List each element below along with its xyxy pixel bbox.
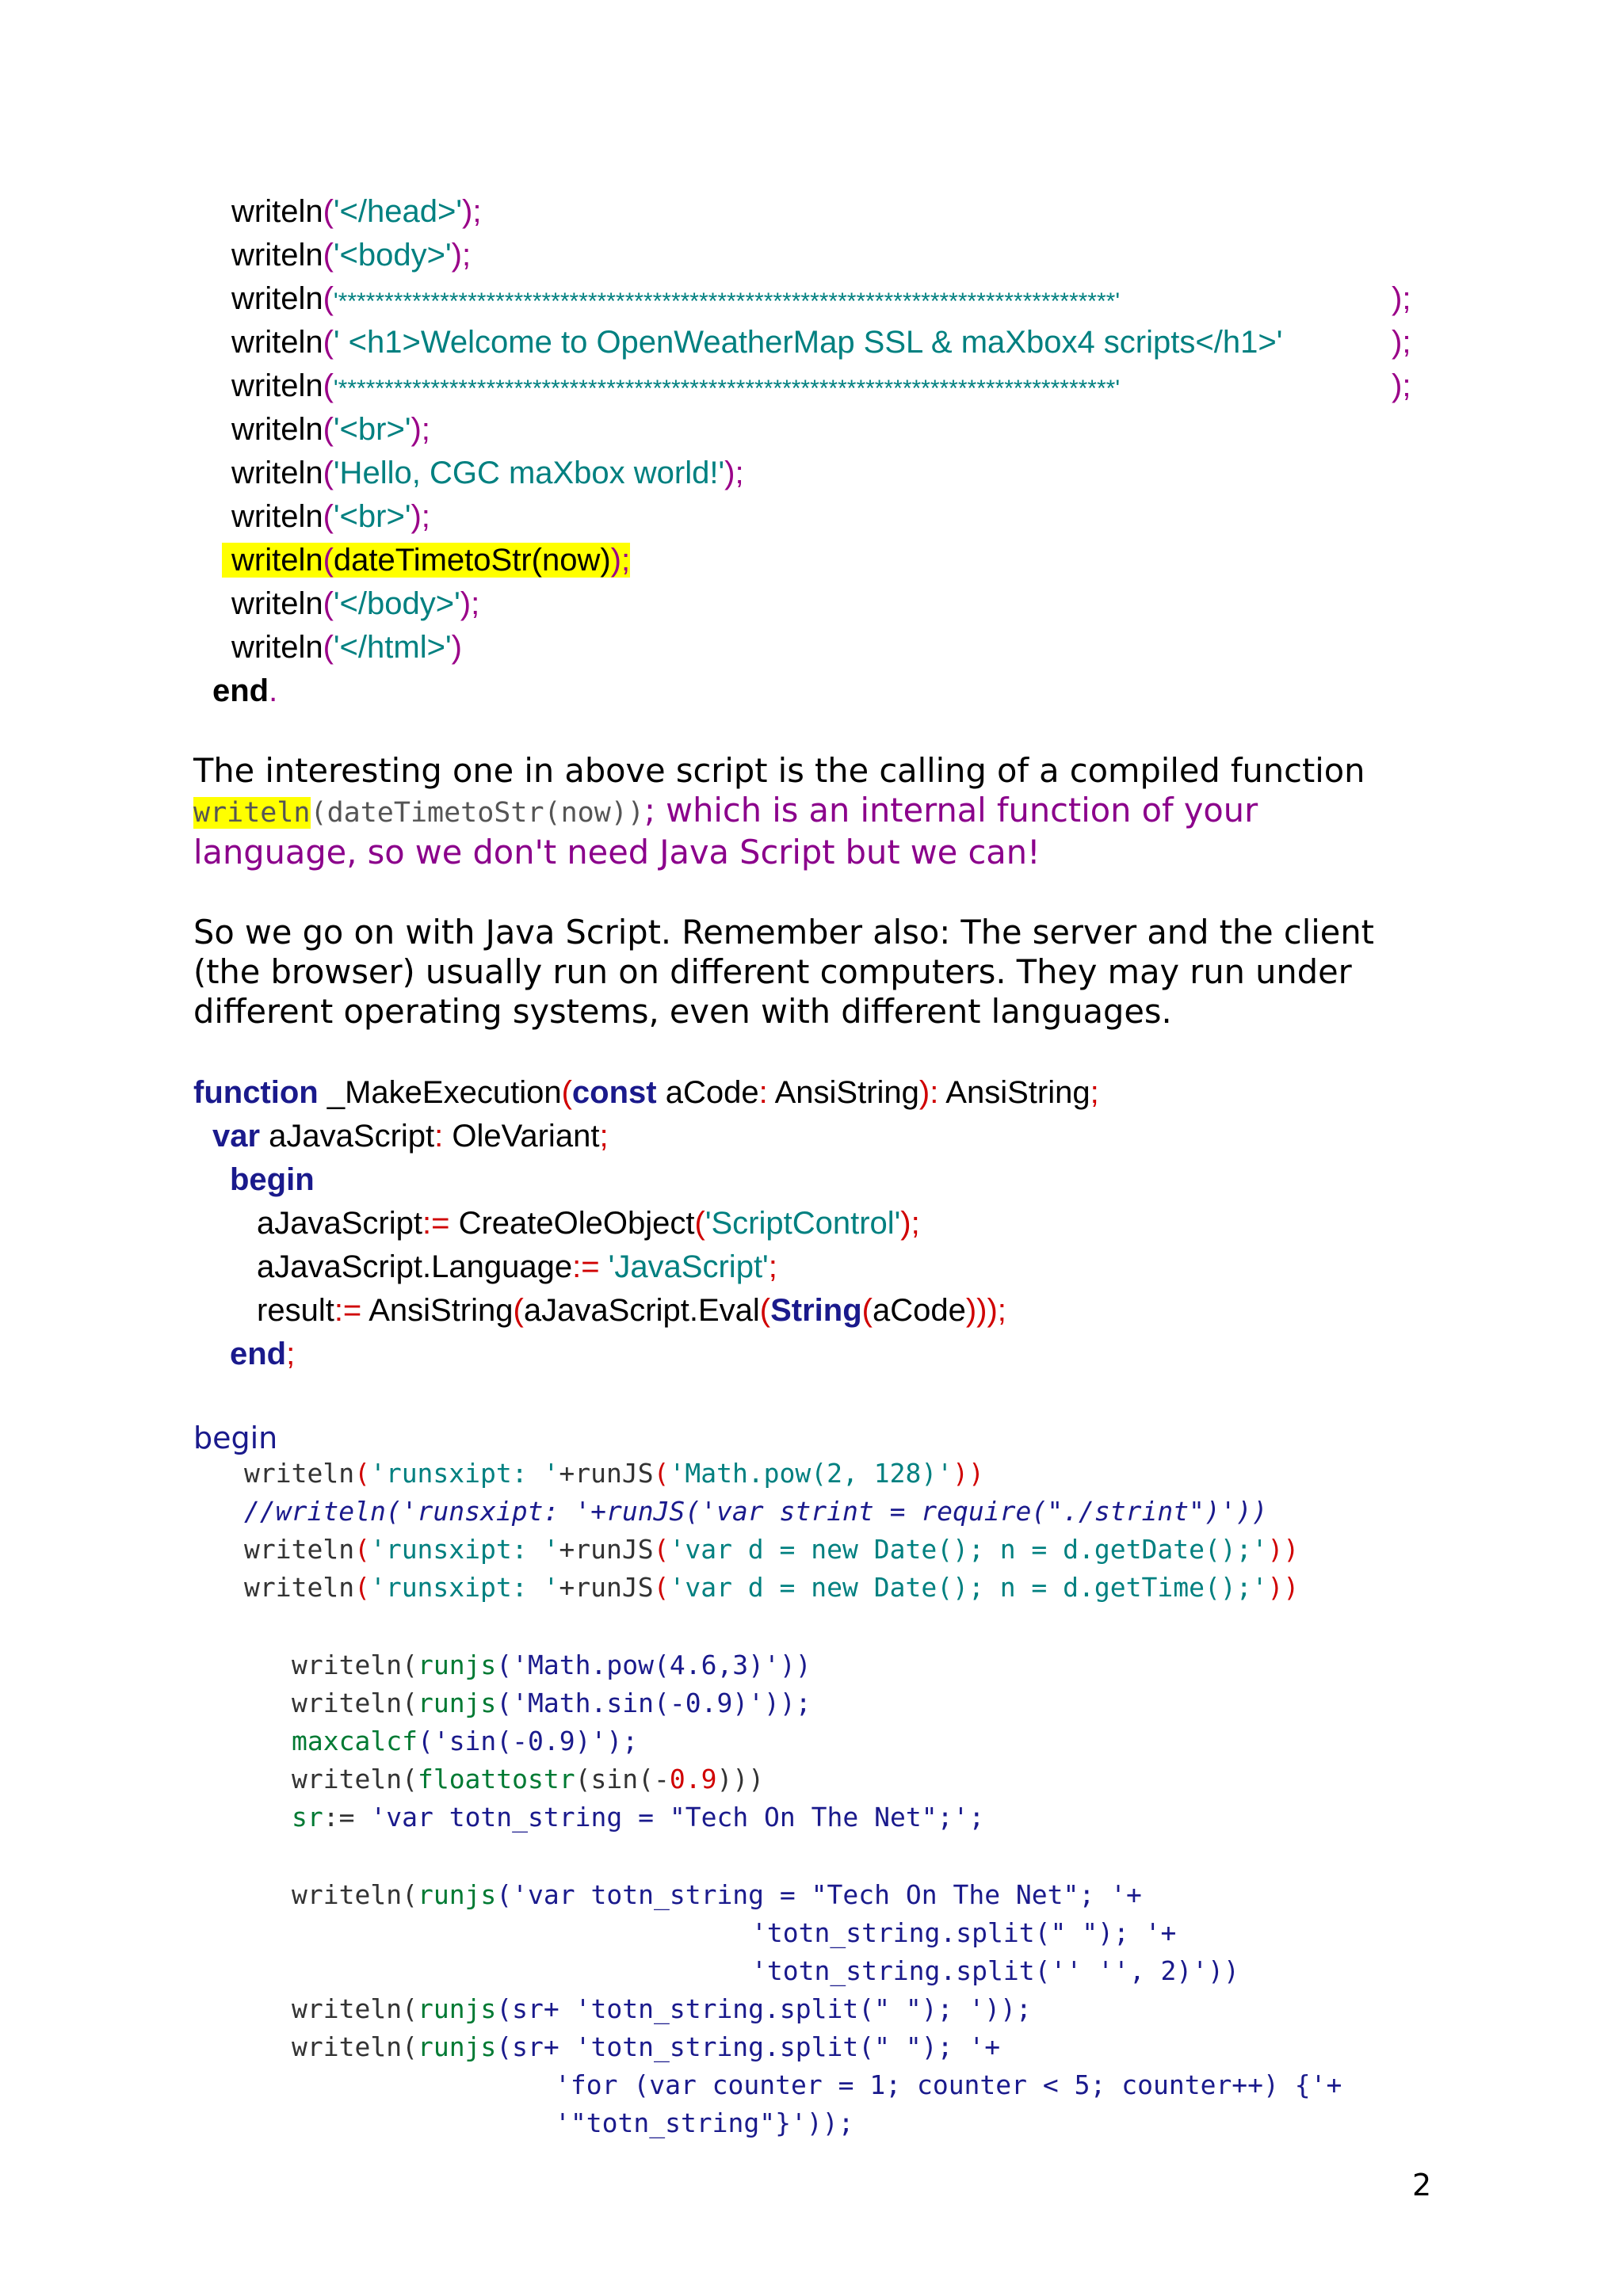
code-line-highlighted: writeln(dateTimetoStr(now)); <box>222 539 630 582</box>
code-line: writeln('</html>') <box>231 630 462 665</box>
page-number: 2 <box>1412 2168 1432 2203</box>
code-line: result:= AnsiString(aJavaScript.Eval(String(aCode))); <box>257 1293 1006 1328</box>
code-line-close: ); <box>1392 325 1411 360</box>
code-line: writeln(runjs(sr+ 'totn_string.split(" "); ')); <box>292 1993 1032 2024</box>
code-line-end: end. <box>212 673 278 708</box>
code-line: writeln(floattostr(sin(-0.9))) <box>292 1764 765 1794</box>
code-line: writeln('</body>'); <box>231 586 480 621</box>
code-line: writeln('Hello, CGC maXbox world!'); <box>231 456 744 490</box>
code-line: writeln(runjs('Math.pow(4.6,3)')) <box>292 1650 812 1680</box>
code-line: sr:= 'var totn_string = "Tech On The Net";'; <box>292 1802 985 1833</box>
code-line: 'for (var counter = 1; counter < 5; counter++) {'+ <box>555 2069 1342 2100</box>
code-line: writeln('<br>'); <box>231 412 430 447</box>
code-line: writeln('runsxipt: '+runJS('var d = new Date(); n = d.getTime();')) <box>244 1572 1300 1603</box>
code-line: writeln('************************************************************************************' <box>231 281 1121 316</box>
paragraph-javascript: So we go on with Java Script. Remember also: The server and the client (the browser) usually run on different computers. They may run under different operating systems, even with different languages. <box>193 913 1374 1031</box>
code-line-begin: begin <box>193 1421 278 1455</box>
code-line: function _MakeExecution(const aCode: AnsiString): AnsiString; <box>193 1075 1099 1110</box>
code-line-close: ); <box>1392 368 1411 403</box>
code-line-comment: //writeln('runsxipt: '+runJS('var strint = require("./strint")')) <box>244 1496 1268 1527</box>
code-line: writeln('<br>'); <box>231 499 430 534</box>
code-line: aJavaScript.Language:= 'JavaScript'; <box>257 1249 777 1284</box>
code-line: begin <box>230 1162 315 1197</box>
code-line: writeln(runjs(sr+ 'totn_string.split(" "); '+ <box>292 2031 1001 2062</box>
code-line: end; <box>230 1337 296 1371</box>
code-line: 'totn_string.split('' '', 2)')) <box>751 1955 1239 1986</box>
code-line: 'totn_string.split(" "); '+ <box>751 1917 1177 1948</box>
code-line-close: ); <box>1392 281 1411 316</box>
code-line: var aJavaScript: OleVariant; <box>212 1119 609 1154</box>
code-line: aJavaScript:= CreateOleObject('ScriptControl'); <box>257 1206 920 1241</box>
code-line: maxcalcf('sin(-0.9)'); <box>292 1726 639 1756</box>
code-line: writeln('<body>'); <box>231 238 472 273</box>
code-line: writeln(runjs('var totn_string = "Tech On The Net"; '+ <box>292 1879 1142 1910</box>
code-line: '"totn_string"}')); <box>555 2107 854 2138</box>
code-line: writeln('</head>'); <box>231 194 482 229</box>
code-line: writeln(' <h1>Welcome to OpenWeatherMap SSL & maXbox4 scripts</h1>' <box>231 325 1283 360</box>
code-line: writeln('runsxipt: '+runJS('var d = new Date(); n = d.getDate();')) <box>244 1534 1300 1565</box>
code-line: writeln('************************************************************************************' <box>231 368 1121 403</box>
code-line: writeln(runjs('Math.sin(-0.9)')); <box>292 1688 812 1718</box>
paragraph-intro: The interesting one in above script is the calling of a compiled function writeln(dateTimetoStr(now)); which is an internal function of your language, so we don't need Java Script but we can! <box>193 751 1365 871</box>
code-line: writeln('runsxipt: '+runJS('Math.pow(2, 128)')) <box>244 1458 984 1489</box>
